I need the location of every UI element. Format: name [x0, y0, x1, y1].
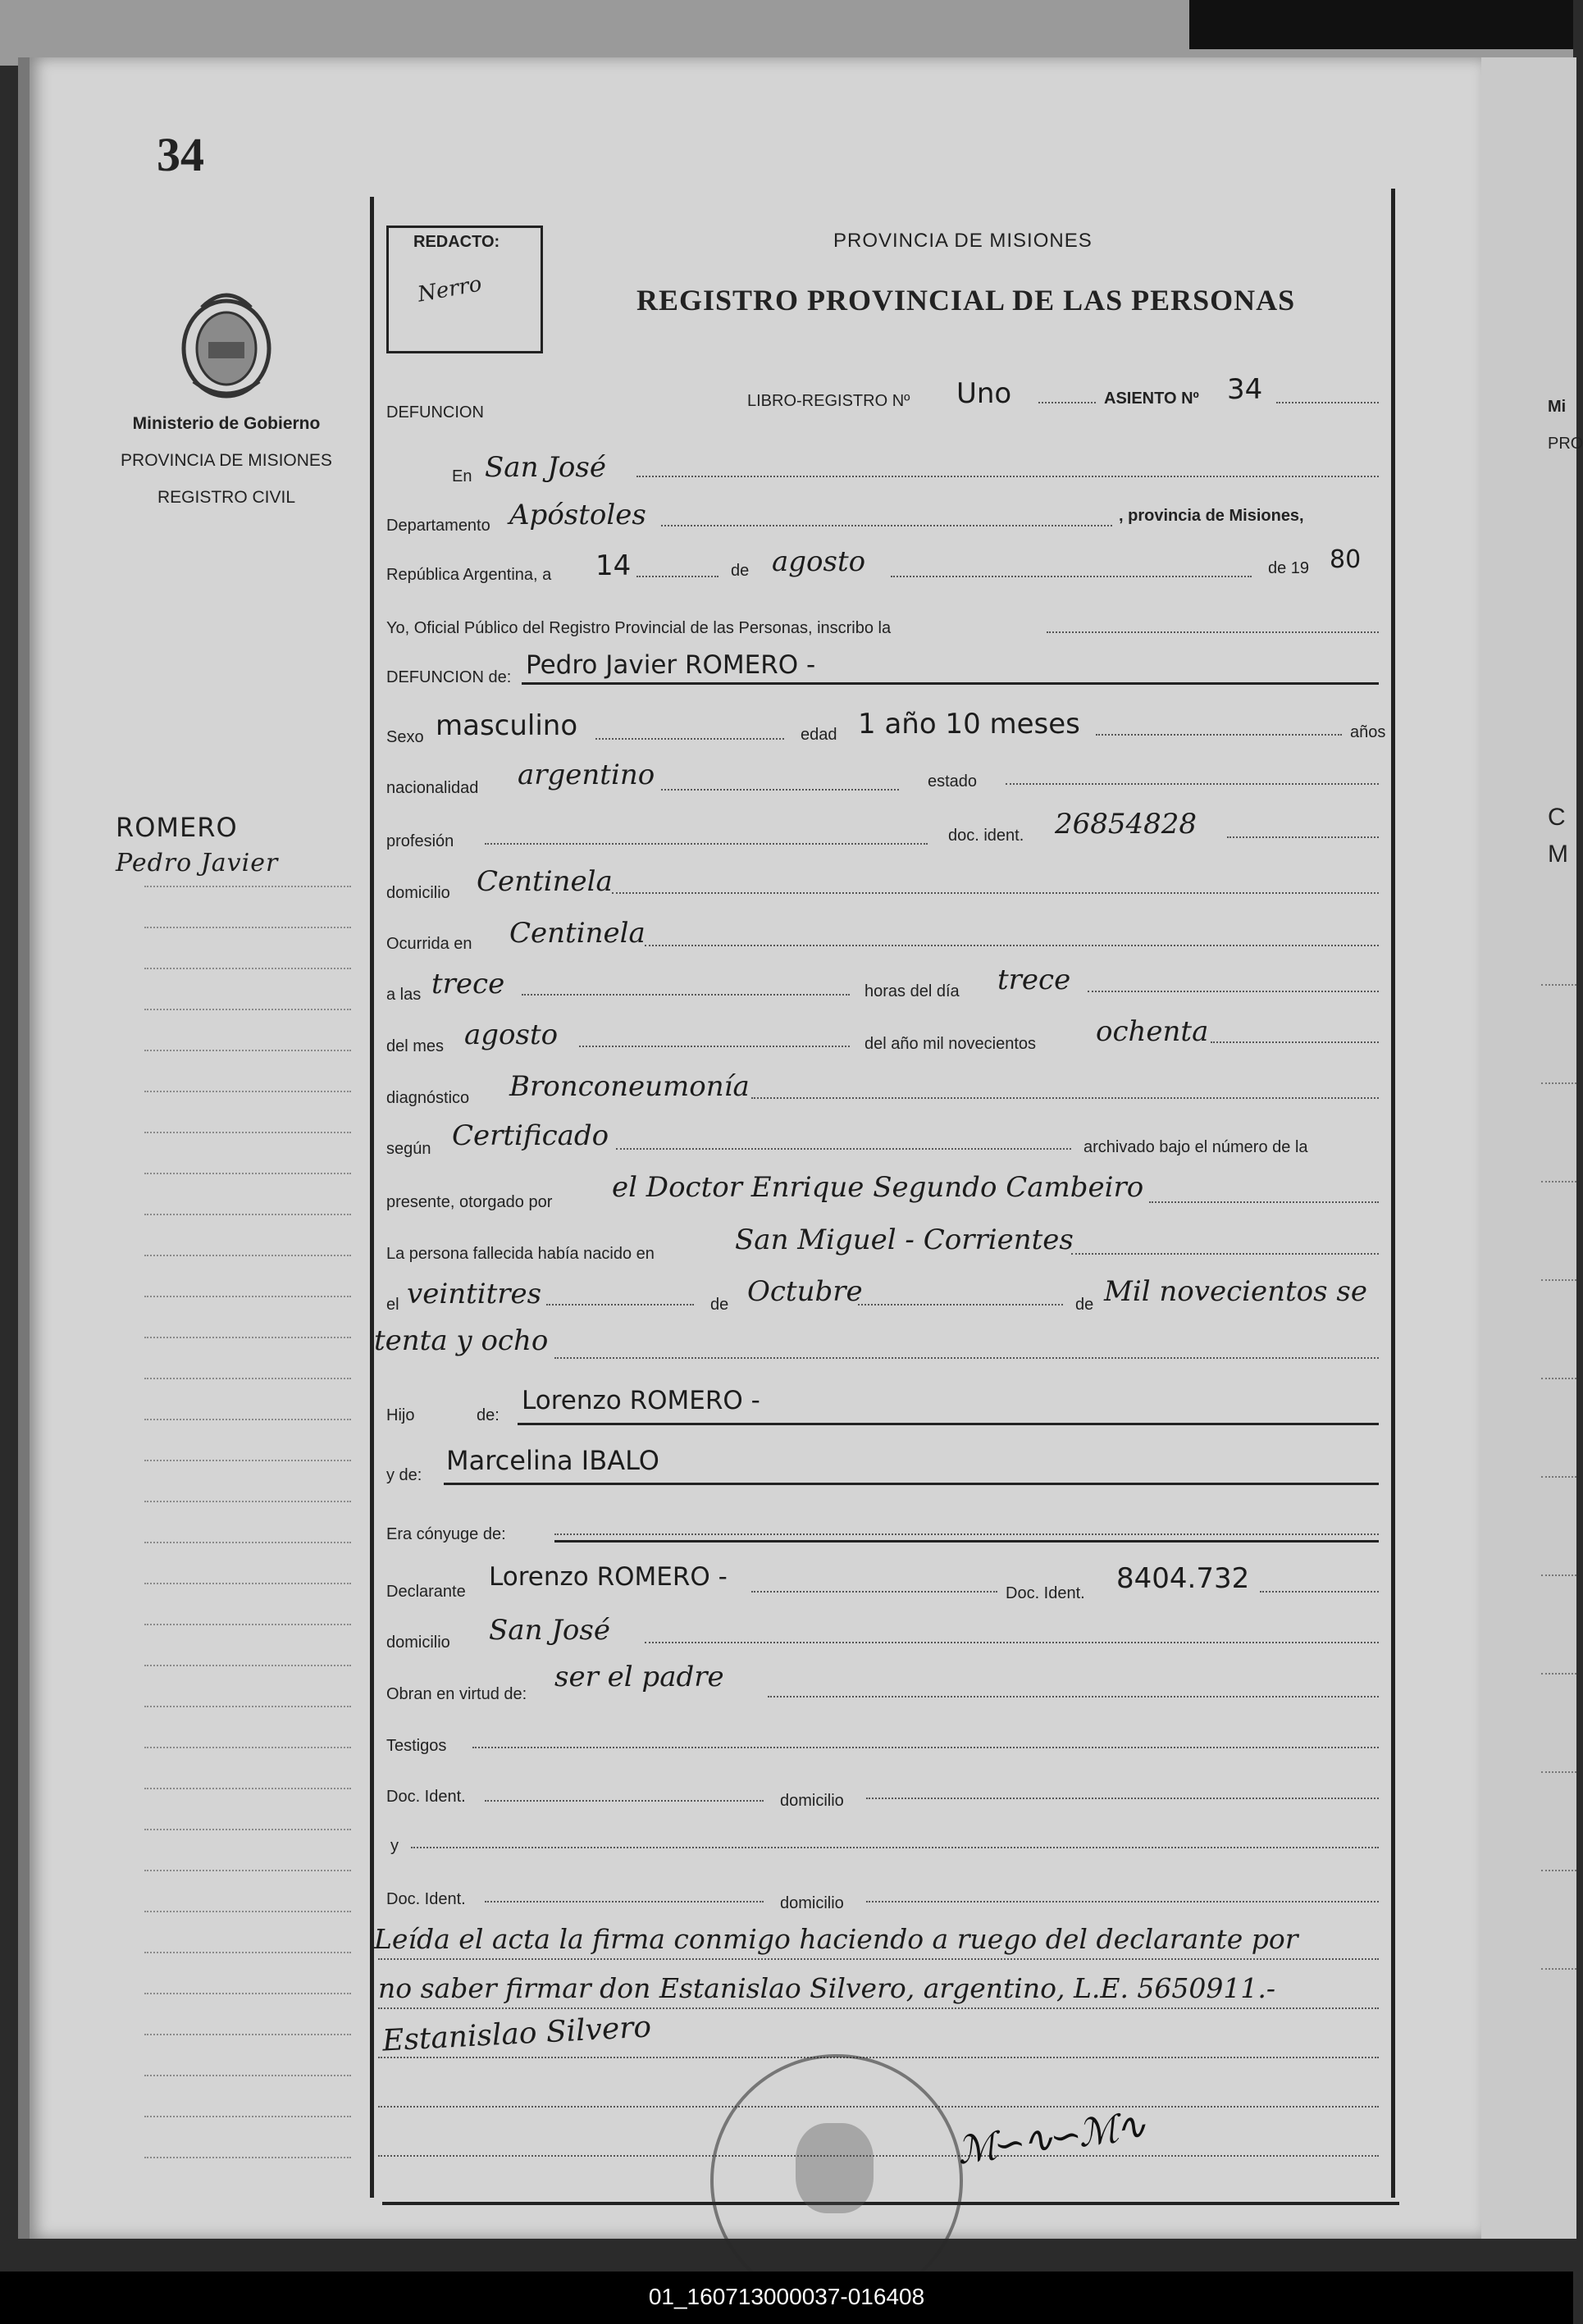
defuncion-de-label: DEFUNCION de:: [386, 668, 512, 686]
margin-rule: [144, 2034, 351, 2035]
margin-rule: [144, 1132, 351, 1133]
fill-line: [378, 2007, 1379, 2009]
margin-rule: [144, 1583, 351, 1584]
margin-rule: [144, 1337, 351, 1338]
margin-rule: [144, 886, 351, 887]
witness1-doc-label: Doc. Ident.: [386, 1788, 466, 1806]
fill-line: [595, 738, 784, 740]
madre-value: Marcelina IBALO: [446, 1445, 659, 1476]
margin-rule: [144, 1296, 351, 1297]
form-frame-right: [1391, 189, 1395, 2198]
underline: [554, 1540, 1379, 1542]
margin-rule: [144, 1542, 351, 1543]
fill-line: [1096, 734, 1342, 736]
margin-given-names: Pedro Javier: [116, 849, 279, 877]
margin-rule: [144, 2075, 351, 2076]
witness2-domicilio-label: domicilio: [780, 1894, 844, 1912]
margin-ministry: Ministerio de Gobierno: [132, 414, 321, 433]
official-stamp: [710, 2054, 963, 2307]
margin-province: PROVINCIA DE MISIONES: [121, 451, 332, 470]
anios-label: años: [1350, 723, 1386, 741]
conyuge-label: Era cónyuge de:: [386, 1525, 506, 1543]
fill-line: [1006, 783, 1379, 785]
margin-rule: [144, 1788, 351, 1789]
margin-rule: [144, 1829, 351, 1830]
asiento-label: ASIENTO Nº: [1104, 390, 1199, 408]
stamp-emblem: [796, 2123, 874, 2213]
fill-line: [1149, 1201, 1379, 1203]
margin-rule: [144, 1952, 351, 1953]
margin-rule: [144, 1214, 351, 1215]
margin-rule: [144, 1747, 351, 1748]
fill-line: [485, 843, 928, 845]
witness2-doc-label: Doc. Ident.: [386, 1890, 466, 1908]
fill-line: [485, 1800, 764, 1802]
image-identifier: 01_160713000037-016408: [648, 2284, 925, 2309]
margin-rule: [144, 927, 351, 928]
padre-value: Lorenzo ROMERO -: [522, 1386, 760, 1415]
fill-line: [546, 1304, 694, 1306]
adjacent-page-text: PRO: [1548, 435, 1583, 453]
estado-label: estado: [928, 772, 978, 791]
fill-line: [554, 1533, 1379, 1535]
doc-ident-label: doc. ident.: [948, 827, 1024, 845]
redacto-box: [386, 226, 543, 353]
fill-line: [1276, 402, 1379, 403]
fill-line: [661, 789, 899, 791]
provincia-label: , provincia de Misiones,: [1119, 507, 1304, 525]
sexo-value: masculino: [436, 709, 578, 742]
fill-line: [579, 1046, 850, 1047]
margin-rule: [144, 2116, 351, 2117]
segun-label: según: [386, 1140, 431, 1158]
margin-rule: [144, 2157, 351, 2158]
adjacent-page-rule: [1541, 1870, 1576, 1871]
fill-line: [751, 1591, 997, 1593]
adjacent-page-rule: [1541, 1181, 1576, 1183]
profesion-label: profesión: [386, 832, 454, 850]
sexo-label: Sexo: [386, 728, 424, 746]
fill-line: [751, 1097, 1379, 1099]
adjacent-page-text: M: [1548, 841, 1568, 868]
hijo-label: Hijo: [386, 1406, 415, 1424]
anio-label: de 19: [1268, 559, 1310, 577]
closing-note-line1: Leída el acta la firma conmigo haciendo a ruego del declarante por: [374, 1923, 1298, 1955]
y-label: y: [390, 1837, 399, 1855]
domicilio2-value: San José: [489, 1614, 610, 1647]
adjacent-page-rule: [1541, 1279, 1576, 1281]
margin-rule: [144, 1255, 351, 1256]
fill-line: [1260, 1591, 1379, 1593]
adjacent-page-rule: [1541, 1673, 1576, 1675]
y-de-label: y de:: [386, 1466, 422, 1484]
adjacent-page-rule: [1541, 1968, 1576, 1970]
obran-label: Obran en virtud de:: [386, 1685, 527, 1703]
domicilio-value: Centinela: [477, 865, 613, 898]
fill-line: [636, 476, 1379, 477]
margin-rule: [144, 1706, 351, 1707]
fill-line: [378, 1958, 1379, 1960]
diagnostico-value: Bronconeumonía: [509, 1070, 750, 1103]
margin-rule: [144, 1050, 351, 1051]
fill-line: [1038, 402, 1096, 403]
defuncion-de-value: Pedro Javier ROMERO -: [526, 650, 816, 680]
diagnostico-label: diagnóstico: [386, 1089, 470, 1107]
margin-surname: ROMERO: [116, 812, 238, 843]
official-signature: ℳ∽∿∽ℳ∿: [954, 2103, 1147, 2173]
de-anio-label: de: [1075, 1296, 1094, 1314]
edad-value: 1 año 10 meses: [858, 708, 1080, 740]
adjacent-page-rule: [1541, 1082, 1576, 1084]
register-page: [18, 57, 1481, 2239]
birth-year-continuation: tenta y ocho: [374, 1324, 549, 1357]
de-anio-value: Mil novecientos se: [1104, 1275, 1367, 1308]
adjacent-page-text: Mi: [1548, 398, 1567, 416]
adjacent-page: [1472, 57, 1583, 2239]
fill-line: [866, 1798, 1379, 1799]
yo-label: Yo, Oficial Público del Registro Provincial de las Personas, inscribo la: [386, 619, 892, 637]
background-top-dark: [1189, 0, 1573, 49]
margin-rule: [144, 968, 351, 969]
republica-label: República Argentina, a: [386, 566, 552, 584]
nacionalidad-label: nacionalidad: [386, 779, 479, 797]
underline: [522, 682, 1379, 685]
hijo-de-label: de:: [477, 1406, 500, 1424]
margin-rule: [144, 1173, 351, 1174]
fill-line: [645, 1642, 1379, 1643]
ocurrida-value: Centinela: [509, 917, 646, 950]
fill-line: [522, 994, 850, 996]
fill-line: [485, 1901, 764, 1902]
fill-line: [612, 892, 1379, 894]
redacto-value: Nerro: [415, 271, 484, 308]
margin-registry: REGISTRO CIVIL: [157, 488, 296, 507]
fill-line: [891, 576, 1252, 577]
declarante-label: Declarante: [386, 1583, 466, 1601]
adjacent-page-rule: [1541, 984, 1576, 986]
margin-rule: [144, 1091, 351, 1092]
presente-value: el Doctor Enrique Segundo Cambeiro: [612, 1171, 1144, 1204]
fill-line: [866, 1901, 1379, 1902]
fill-line: [1071, 1253, 1379, 1255]
witness1-domicilio-label: domicilio: [780, 1792, 844, 1810]
a-las-label: a las: [386, 986, 422, 1004]
declarante-value: Lorenzo ROMERO -: [489, 1562, 728, 1592]
nacido-label: La persona fallecida había nacido en: [386, 1245, 655, 1263]
fill-line: [1088, 991, 1379, 992]
underline: [444, 1483, 1379, 1485]
fill-line: [645, 945, 1379, 946]
en-value: San José: [485, 451, 606, 484]
mes-value: agosto: [772, 545, 866, 578]
fill-line: [858, 1304, 1063, 1306]
asiento-value: 34: [1227, 373, 1263, 406]
margin-rule: [144, 1624, 351, 1625]
domicilio2-label: domicilio: [386, 1634, 450, 1652]
edad-label: edad: [801, 726, 837, 744]
segun-value: Certificado: [452, 1119, 609, 1152]
adjacent-page-text: C: [1548, 804, 1566, 831]
de-mes-value: Octubre: [747, 1275, 863, 1308]
folio-number: 34: [157, 128, 204, 181]
record-type: DEFUNCION: [386, 403, 484, 422]
fill-line: [616, 1148, 1071, 1150]
presente-label: presente, otorgado por: [386, 1193, 553, 1211]
libro-label: LIBRO-REGISTRO Nº: [747, 392, 910, 410]
libro-value: Uno: [956, 377, 1012, 410]
anio-mil-label: del año mil novecientos: [864, 1035, 1037, 1053]
horas-value: trece: [997, 964, 1071, 996]
fill-line: [636, 576, 719, 577]
header-province: PROVINCIA DE MISIONES: [833, 230, 1093, 252]
fill-line: [472, 1747, 1379, 1748]
underline: [518, 1423, 1379, 1425]
fill-line: [768, 1696, 1379, 1697]
adjacent-page-rule: [1541, 1574, 1576, 1576]
de-mes-label: de: [710, 1296, 729, 1314]
margin-rule: [144, 1009, 351, 1010]
anio-value: 80: [1330, 545, 1362, 574]
nacido-value: San Miguel - Corrientes: [735, 1224, 1074, 1256]
coat-of-arms-icon: [169, 283, 284, 406]
a-las-value: trece: [431, 968, 505, 1000]
nacionalidad-value: argentino: [518, 759, 655, 791]
fill-line: [1047, 631, 1379, 633]
anio-mil-value: ochenta: [1096, 1015, 1209, 1048]
margin-rule: [144, 1501, 351, 1502]
closing-note-line2: no saber firmar don Estanislao Silvero, argentino, L.E. 5650911.-: [378, 1972, 1276, 2004]
fill-line: [661, 525, 1112, 526]
witness-signature: Estanislao Silvero: [381, 2010, 653, 2058]
de-label: de: [731, 562, 750, 580]
margin-rule: [144, 1419, 351, 1420]
departamento-label: Departamento: [386, 517, 490, 535]
form-frame-left: [370, 197, 374, 2198]
testigos-label: Testigos: [386, 1737, 447, 1755]
horas-label: horas del día: [864, 982, 960, 1000]
margin-rule: [144, 1911, 351, 1912]
el-value: veintitres: [407, 1278, 542, 1310]
obran-value: ser el padre: [554, 1661, 724, 1693]
margin-rule: [144, 1378, 351, 1379]
doc-ident2-value: 8404.732: [1116, 1562, 1250, 1595]
en-label: En: [452, 467, 472, 485]
departamento-value: Apóstoles: [509, 499, 646, 531]
fill-line: [554, 1357, 1379, 1359]
del-mes-label: del mes: [386, 1037, 445, 1055]
adjacent-page-rule: [1541, 1378, 1576, 1379]
fill-line: [378, 2057, 1379, 2058]
margin-rule: [144, 1665, 351, 1666]
adjacent-page-rule: [1541, 1476, 1576, 1478]
doc-ident-value: 26854828: [1055, 808, 1198, 841]
domicilio-label: domicilio: [386, 884, 450, 902]
header-title: REGISTRO PROVINCIAL DE LAS PERSONAS: [636, 284, 1296, 317]
ocurrida-label: Ocurrida en: [386, 935, 472, 953]
redacto-label: REDACTO:: [413, 233, 500, 251]
doc-ident2-label: Doc. Ident.: [1006, 1584, 1085, 1602]
el-label: el: [386, 1296, 399, 1314]
fill-line: [1227, 836, 1379, 838]
archivado-label: archivado bajo el número de la: [1083, 1138, 1308, 1156]
margin-rule: [144, 1460, 351, 1461]
fill-line: [1211, 1041, 1379, 1043]
margin-rule: [144, 1870, 351, 1871]
fill-line: [411, 1847, 1379, 1848]
dia-value: 14: [595, 549, 632, 582]
adjacent-page-rule: [1541, 1771, 1576, 1773]
margin-rule: [144, 1993, 351, 1994]
del-mes-value: agosto: [464, 1018, 559, 1051]
